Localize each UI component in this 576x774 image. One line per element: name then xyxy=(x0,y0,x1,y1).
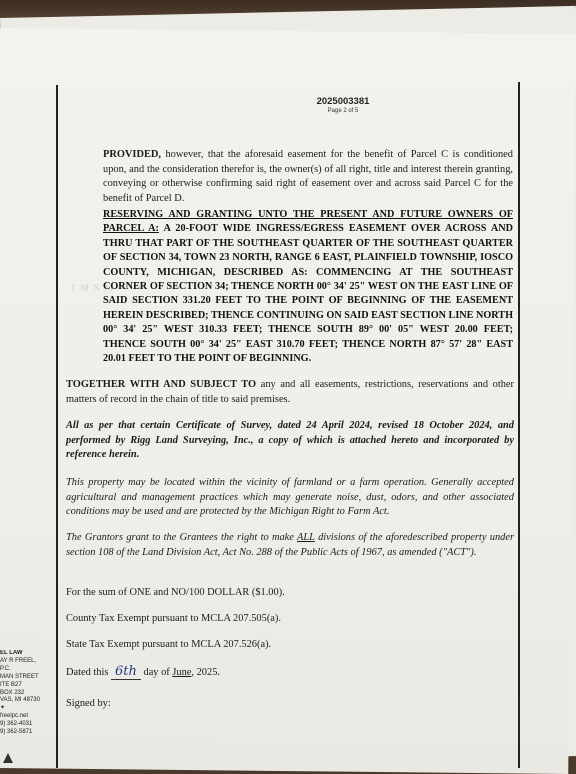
together-paragraph xyxy=(66,378,514,407)
grantors-all: ALL xyxy=(297,532,315,543)
dated-text-b: day of xyxy=(140,667,173,678)
easement-description: A 20-FOOT WIDE INGRESS/EGRESS EASEMENT OVER ACROSS AND THRU THAT PART OF THE SOUTHEAST QUARTER OF THE SOUTHEAST QUARTER OF SECTION 34, TOWN 23 NORTH, RANGE 6 EAST, PLAINFIELD TOWNSHIP, IOSCO COUNTY, MICHIGAN, DESCRIBED AS: COMMENCING AT THE SOUTHEAST CORNER OF SECTION 34; THENCE NORTH 00° 34' 25" WEST ON THE EAST LINE OF SAID SECTION 331.20 FEET TO THE POINT OF BEGINNING OF THE EASEMENT HEREIN DESCRIBED; THENCE CONTINUING ON SAID EAST SECTION LINE NORTH 00° 34' 25" WEST 310.33 FEET; THENCE SOUTH 89° 00' 05" WEST 20.00 FEET; THENCE SOUTH 00° 34' 25" EAST 310.70 FEET; THENCE NORTH 87° 57' 28" EAST 20.01 FEET TO THE POINT OF BEGINNING. xyxy=(103,223,513,365)
sidebar-line: freelpc.net xyxy=(0,713,29,720)
survey-text-a: All as per that certain xyxy=(66,420,176,431)
sidebar-line: EL LAW xyxy=(0,650,23,656)
sidebar-icon: ✦ xyxy=(0,705,6,712)
survey-text-b: , dated 24 April 2024, revised 18 October 2024, and performed by Rigg Land Surveying, Inc., a copy of which is attached hereto and incorporated by reference herein. xyxy=(66,420,514,461)
dated-text-c: , 2025. xyxy=(191,667,220,678)
page-number: Page 2 of 5 xyxy=(327,108,359,114)
bleed-through-text xyxy=(430,578,441,590)
provided-lead: PROVIDED, xyxy=(103,149,162,160)
grantors-text-a: The Grantors grant to the Grantees the right to make xyxy=(66,532,298,543)
reserving-paragraph xyxy=(103,208,513,366)
sidebar-line: 9) 362-5871 xyxy=(0,729,33,736)
survey-paragraph xyxy=(66,419,514,463)
state-tax-line: State Tax Exempt pursuant to MCLA 207.526(a). xyxy=(66,639,272,650)
farmland-text: This property may be located within the vicinity of farmland or a farm operation. Generally accepted agricultural and management practices which may generate noise, dust, odors, and other associated conditions may be used and are protected by the Michigan Right to Farm Act. xyxy=(66,477,514,518)
grantors-text-b: divisions of the aforedescribed property under section 108 of the Land Division Act, Act No. 288 of the Public Acts of 1967, as amended ("ACT"). xyxy=(66,532,514,558)
handwritten-day: 6th xyxy=(111,665,141,680)
sidebar-line: 9) 362-4031 xyxy=(0,721,33,728)
sidebar-line: BOX 232 xyxy=(0,689,25,696)
triangle-logo-icon xyxy=(2,752,14,764)
law-office-sidebar xyxy=(0,650,52,737)
sidebar-line: AY R FREEL, xyxy=(0,657,37,664)
provided-paragraph xyxy=(103,148,513,206)
grantors-paragraph xyxy=(66,531,514,560)
together-lead: TOGETHER WITH AND SUBJECT TO xyxy=(66,379,257,390)
dated-text-a: Dated this xyxy=(66,667,112,678)
sidebar-line: P.C. xyxy=(0,665,11,672)
reserving-lead: RESERVING AND GRANTING UNTO THE PRESENT AND FUTURE OWNERS OF PARCEL A: xyxy=(103,209,513,235)
dated-month: June xyxy=(172,667,192,678)
provided-text: however, that the aforesaid easement for the benefit of Parcel C is conditioned upon, and the consideration therefor is, the owner(s) of all right, title and interest therein granting, conveying or otherwise confirming said right of easement over and across said Parcel C for the benefit of Parcel D. xyxy=(103,149,513,204)
sidebar-line: ITE B27 xyxy=(0,681,22,688)
bleed-through-text: T M N M xyxy=(70,283,113,293)
certificate-of-survey: Certificate of Survey xyxy=(175,420,270,431)
county-tax-line: County Tax Exempt pursuant to MCLA 207.505(a). xyxy=(66,613,281,624)
dated-line xyxy=(66,665,220,680)
signed-by-label: Signed by: xyxy=(66,698,111,709)
together-text: any and all easements, restrictions, reservations and other matters of record in the chain of title to said premises. xyxy=(66,379,515,405)
right-margin-rule xyxy=(518,82,520,768)
sidebar-line: VAS, MI 48730 xyxy=(0,697,40,704)
farmland-paragraph xyxy=(66,476,514,520)
document-number: 2025003381 xyxy=(316,96,370,107)
left-margin-rule xyxy=(56,85,58,768)
sidebar-line: MAN STREET xyxy=(0,673,39,680)
consideration-line: For the sum of ONE and NO/100 DOLLAR ($1.00). xyxy=(66,587,285,598)
